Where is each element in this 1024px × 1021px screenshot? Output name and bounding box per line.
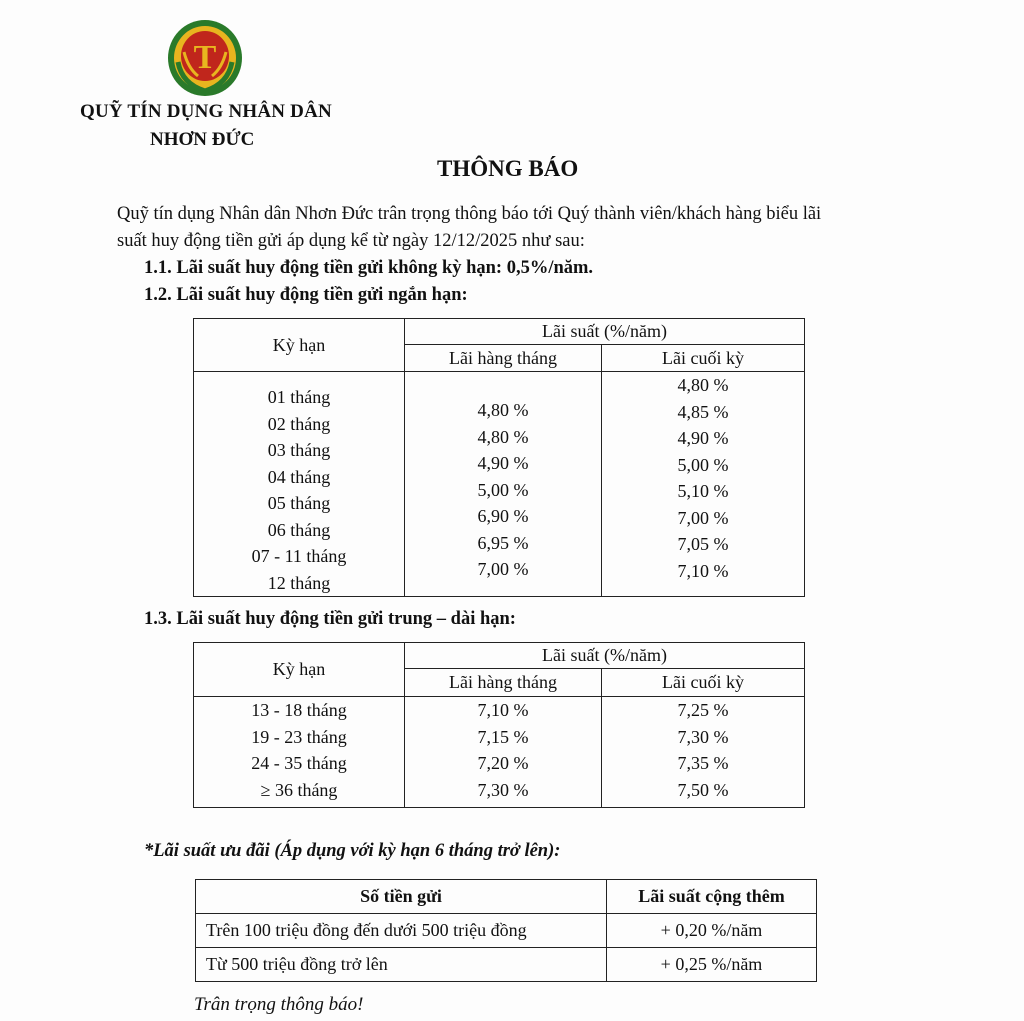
header-end: Lãi cuối kỳ — [602, 669, 805, 697]
section-demand-deposit: 1.1. Lãi suất huy động tiền gửi không kỳ hạn: 0,5%/năm. — [144, 258, 594, 278]
term-cell: 13 - 18 tháng — [251, 700, 347, 720]
long-term-rate-table — [193, 642, 805, 808]
monthly-column — [405, 372, 602, 597]
section-short-term: 1.2. Lãi suất huy động tiền gửi ngắn hạn: — [144, 285, 468, 305]
end-rate-cell: 5,00 % — [677, 454, 729, 475]
header-bonus: Lãi suất cộng thêm — [607, 880, 817, 914]
term-cell: 04 tháng — [267, 466, 331, 487]
section-long-term: 1.3. Lãi suất huy động tiền gửi trung – dài hạn: — [144, 609, 516, 629]
short-term-rate-table — [193, 318, 805, 597]
end-rate-cell: 7,25 % — [677, 700, 729, 720]
end-rate-cell: 4,90 % — [677, 428, 729, 448]
header-term: Kỳ hạn — [194, 643, 405, 697]
amount-cell: Trên 100 triệu đồng đến dưới 500 triệu đồng — [196, 914, 607, 948]
end-column — [602, 372, 805, 597]
intro-line1: Quỹ tín dụng Nhân dân Nhơn Đức trân trọng thông báo tới Quý thành viên/khách hàng biểu lãi — [117, 204, 822, 224]
header-end: Lãi cuối kỳ — [602, 345, 805, 372]
monthly-rate-cell: 4,80 % — [477, 400, 529, 420]
monthly-rate-cell: 7,15 % — [477, 726, 529, 747]
bonus-cell: + 0,20 %/năm — [607, 914, 817, 948]
end-rate-cell: 7,10 % — [677, 560, 729, 581]
end-rate-cell: 5,10 % — [677, 481, 729, 501]
logo-letter: T — [193, 39, 217, 76]
bonus-cell: + 0,25 %/năm — [607, 948, 817, 982]
amount-cell: Từ 500 triệu đồng trở lên — [196, 948, 607, 982]
end-rate-cell: 4,80 % — [677, 375, 729, 395]
page-title: THÔNG BÁO — [437, 156, 579, 181]
monthly-rate-cell: 4,80 % — [477, 426, 529, 447]
monthly-rate-cell: 4,90 % — [477, 453, 529, 473]
header-monthly: Lãi hàng tháng — [405, 345, 602, 372]
end-rate-cell: 7,35 % — [677, 753, 729, 773]
promo-heading: *Lãi suất ưu đãi (Áp dụng với kỳ hạn 6 tháng trở lên): — [144, 841, 561, 861]
monthly-rate-cell: 7,00 % — [477, 559, 529, 579]
promo-rate-table — [195, 879, 817, 982]
end-rate-cell: 7,30 % — [677, 726, 729, 747]
term-cell: 24 - 35 tháng — [251, 753, 347, 773]
header-term: Kỳ hạn — [194, 319, 405, 372]
end-rate-cell: 7,00 % — [677, 507, 729, 528]
end-column — [602, 697, 805, 808]
term-column — [194, 697, 405, 808]
term-cell: 02 tháng — [267, 413, 331, 434]
end-rate-cell: 7,05 % — [677, 534, 729, 554]
header-rate: Lãi suất (%/năm) — [405, 643, 805, 669]
org-name-line2: NHƠN ĐỨC — [150, 129, 255, 150]
monthly-rate-cell: 6,90 % — [477, 506, 529, 526]
term-column — [194, 372, 405, 597]
term-cell: 05 tháng — [267, 493, 331, 513]
end-rate-cell: 4,85 % — [677, 401, 729, 422]
monthly-rate-cell: 7,20 % — [477, 753, 529, 773]
table-row — [196, 914, 817, 948]
closing-text: Trân trọng thông báo! — [194, 994, 364, 1015]
monthly-column — [405, 697, 602, 808]
intro-line2: suất huy động tiền gửi áp dụng kể từ ngày 12/12/2025 như sau: — [117, 231, 585, 251]
term-cell: ≥ 36 tháng — [260, 779, 338, 800]
org-name-line1: QUỸ TÍN DỤNG NHÂN DÂN — [80, 101, 332, 122]
header-amount: Số tiền gửi — [196, 880, 607, 914]
term-cell: 19 - 23 tháng — [251, 726, 347, 747]
org-logo — [166, 18, 244, 98]
monthly-rate-cell: 5,00 % — [477, 479, 529, 500]
term-cell: 12 tháng — [267, 572, 331, 593]
term-cell: 07 - 11 tháng — [251, 546, 347, 566]
header-rate: Lãi suất (%/năm) — [405, 319, 805, 345]
header-monthly: Lãi hàng tháng — [405, 669, 602, 697]
monthly-rate-cell: 7,30 % — [477, 779, 529, 800]
term-cell: 01 tháng — [267, 387, 331, 407]
term-cell: 06 tháng — [267, 519, 331, 540]
monthly-rate-cell: 6,95 % — [477, 532, 529, 553]
term-cell: 03 tháng — [267, 440, 331, 460]
table-row — [196, 948, 817, 982]
monthly-rate-cell: 7,10 % — [477, 700, 529, 720]
end-rate-cell: 7,50 % — [677, 779, 729, 800]
